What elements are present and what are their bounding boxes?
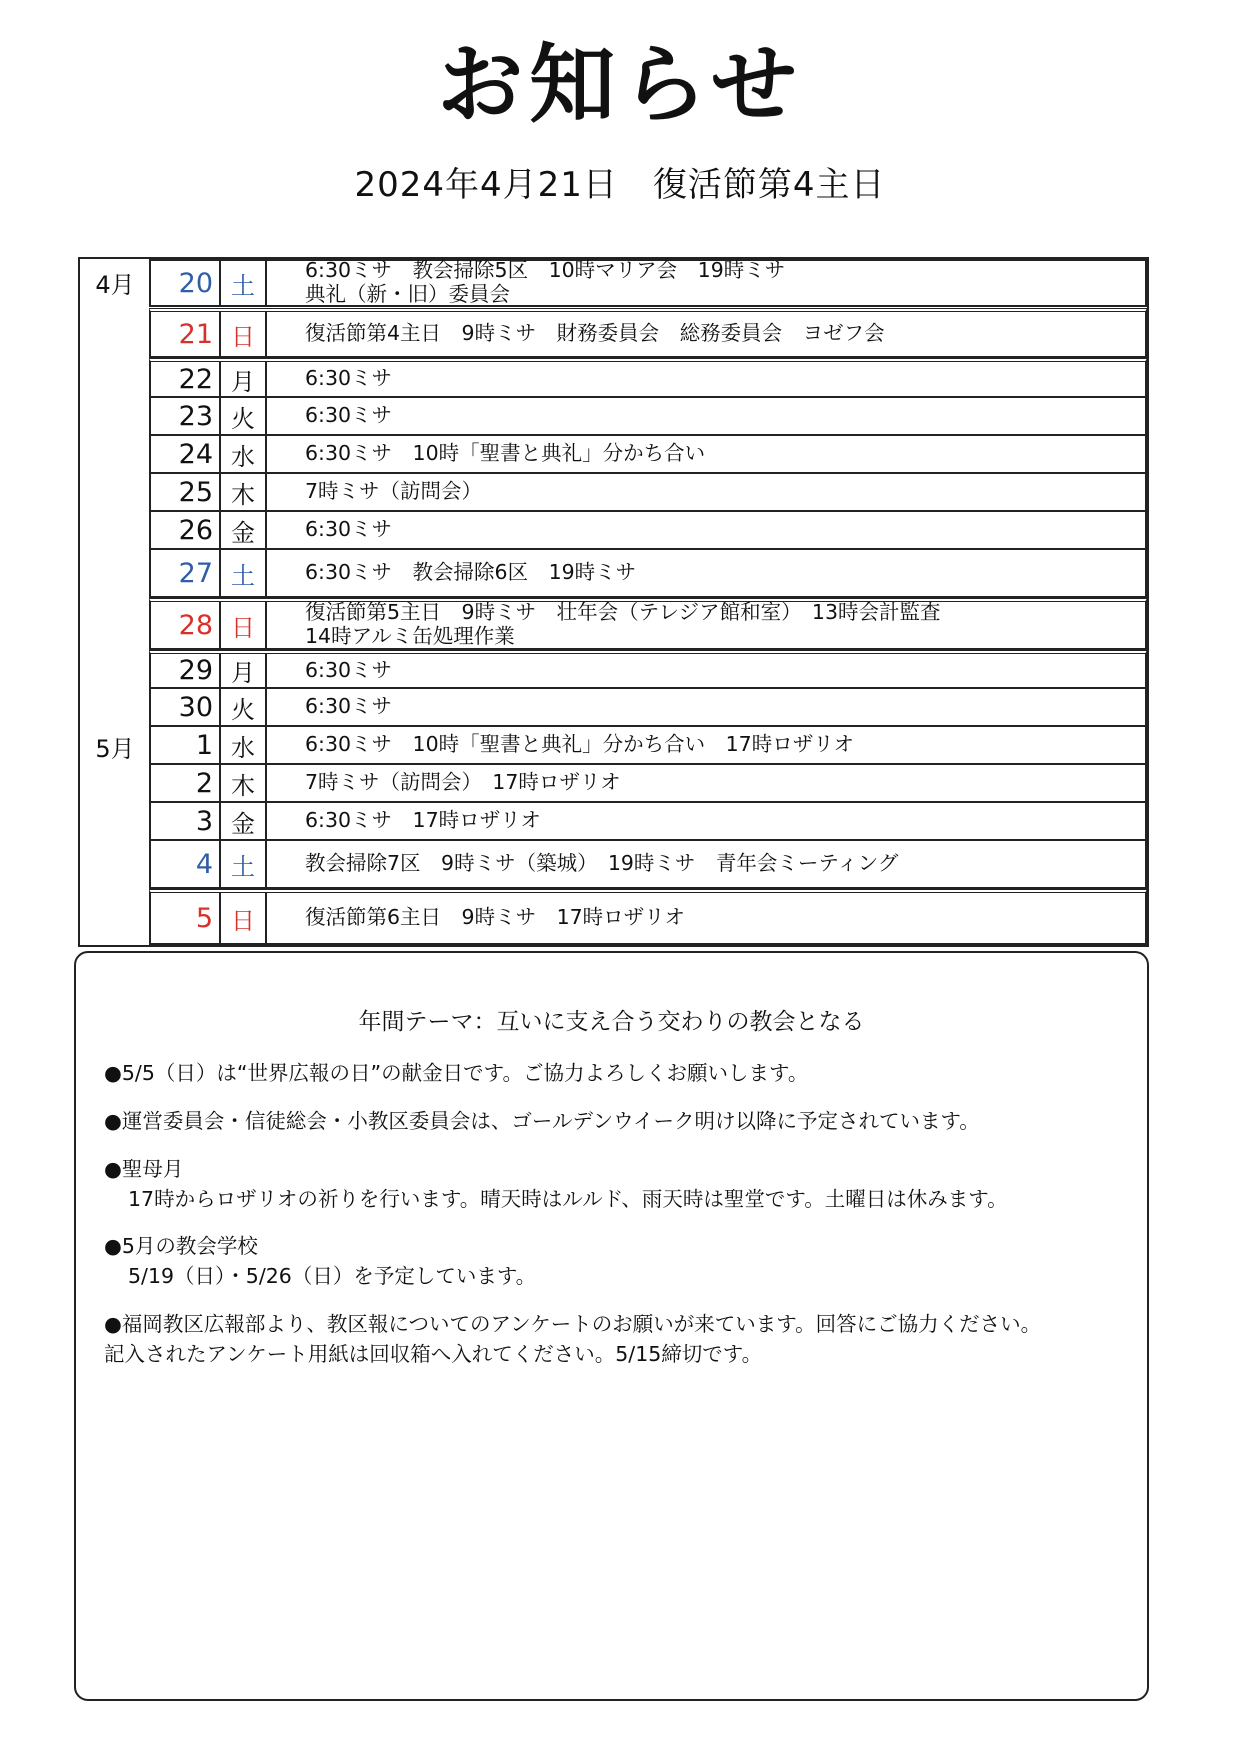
weekday: 金: [221, 512, 267, 548]
page-subtitle: 2024年4月21日 復活節第4主日: [354, 165, 886, 205]
event-text: 6:30ミサ: [305, 403, 393, 428]
weekday: 木: [221, 474, 267, 510]
day-number: 24: [151, 436, 221, 472]
event-text: 7時ミサ（訪問会）: [305, 479, 483, 504]
event-text: 復活節第5主日 9時ミサ 壮年会（テレジア館和室） 13時会計監査 14時アルミ缶処理作業: [305, 600, 941, 648]
note-item: [104, 1106, 1127, 1136]
event-text: 7時ミサ（訪問会） 17時ロザリオ: [305, 770, 621, 795]
day-number: 29: [151, 654, 221, 687]
event-text: 6:30ミサ: [305, 694, 393, 719]
note-text: 17時からロザリオの祈りを行います。晴天時はルルド、雨天時は聖堂です。土曜日は休みます。: [128, 1187, 1008, 1211]
schedule-row: [149, 434, 1147, 474]
weekday: 火: [221, 689, 267, 725]
day-number: 26: [151, 512, 221, 548]
weekday: 水: [221, 436, 267, 472]
schedule-table: [78, 257, 1149, 947]
schedule-row: [149, 510, 1147, 550]
day-number: 25: [151, 474, 221, 510]
day-number: 28: [151, 602, 221, 648]
annual-theme: 年間テーマ：互いに支え合う交わりの教会となる: [358, 1009, 865, 1035]
note-text: 5/19（日）・5/26（日）を予定しています。: [128, 1264, 537, 1288]
weekday: 月: [221, 362, 267, 396]
month-label-may: 5月: [95, 735, 135, 763]
note-text: ●5/5（日）は“世界広報の日”の献金日です。ご協力よろしくお願いします。: [104, 1061, 809, 1085]
schedule-row: [149, 472, 1147, 512]
schedule-row: [149, 548, 1147, 598]
note-text: 記入されたアンケート用紙は回収箱へ入れてください。5/15締切です。: [104, 1342, 763, 1366]
schedule-row: [149, 763, 1147, 803]
weekday: 月: [221, 654, 267, 687]
schedule-row: [149, 687, 1147, 727]
schedule-row: [149, 889, 1147, 945]
schedule-row: [149, 259, 1147, 307]
day-number: 2: [151, 765, 221, 801]
weekday: 土: [221, 261, 267, 305]
event-text: 6:30ミサ: [305, 657, 393, 682]
day-number: 20: [151, 261, 221, 305]
weekday: 日: [221, 602, 267, 648]
note-item: [104, 1058, 1127, 1088]
event-text: 復活節第4主日 9時ミサ 財務委員会 総務委員会 ヨゼフ会: [305, 321, 885, 346]
weekday: 土: [221, 550, 267, 596]
event-text: 6:30ミサ 教会掃除5区 10時マリア会 19時ミサ 典礼（新・旧）委員会: [305, 258, 786, 306]
note-heading: ●聖母月: [104, 1157, 184, 1181]
schedule-row: [149, 308, 1147, 358]
schedule-row: [149, 598, 1147, 650]
note-text: ●運営委員会・信徒総会・小教区委員会は、ゴールデンウイーク明け以降に予定されています。: [104, 1109, 980, 1133]
event-text: 復活節第6主日 9時ミサ 17時ロザリオ: [305, 905, 685, 930]
event-text: 教会掃除7区 9時ミサ（築城） 19時ミサ 青年会ミーティング: [305, 851, 899, 876]
note-item: [104, 1231, 1127, 1291]
weekday: 金: [221, 803, 267, 839]
day-number: 22: [151, 362, 221, 396]
schedule-row: [149, 725, 1147, 765]
event-text: 6:30ミサ 教会掃除6区 19時ミサ: [305, 560, 637, 585]
weekday: 火: [221, 398, 267, 434]
event-text: 6:30ミサ 17時ロザリオ: [305, 808, 541, 833]
month-label-april: 4月: [95, 271, 135, 299]
day-number: 23: [151, 398, 221, 434]
day-number: 30: [151, 689, 221, 725]
schedule-row: [149, 396, 1147, 436]
day-number: 3: [151, 803, 221, 839]
note-item: [104, 1309, 1127, 1369]
note-item: [104, 1154, 1127, 1214]
page-title: お知らせ: [437, 35, 803, 135]
note-heading: ●5月の教会学校: [104, 1234, 258, 1258]
day-number: 5: [151, 893, 221, 943]
note-text: ●福岡教区広報部より、教区報についてのアンケートのお願いが来ています。回答にご協力ください。: [104, 1312, 1042, 1336]
schedule-row: [149, 839, 1147, 889]
weekday: 日: [221, 893, 267, 943]
schedule-row: [149, 801, 1147, 841]
day-number: 4: [151, 841, 221, 887]
day-number: 21: [151, 312, 221, 356]
day-number: 1: [151, 727, 221, 763]
event-text: 6:30ミサ 10時「聖書と典礼」分かち合い 17時ロザリオ: [305, 732, 854, 757]
weekday: 土: [221, 841, 267, 887]
schedule-row: [149, 650, 1147, 689]
event-text: 6:30ミサ: [305, 366, 393, 391]
weekday: 木: [221, 765, 267, 801]
event-text: 6:30ミサ 10時「聖書と典礼」分かち合い: [305, 441, 706, 466]
notes-box: [74, 951, 1149, 1701]
day-number: 27: [151, 550, 221, 596]
schedule-row: [149, 358, 1147, 398]
event-text: 6:30ミサ: [305, 517, 393, 542]
weekday: 水: [221, 727, 267, 763]
weekday: 日: [221, 312, 267, 356]
